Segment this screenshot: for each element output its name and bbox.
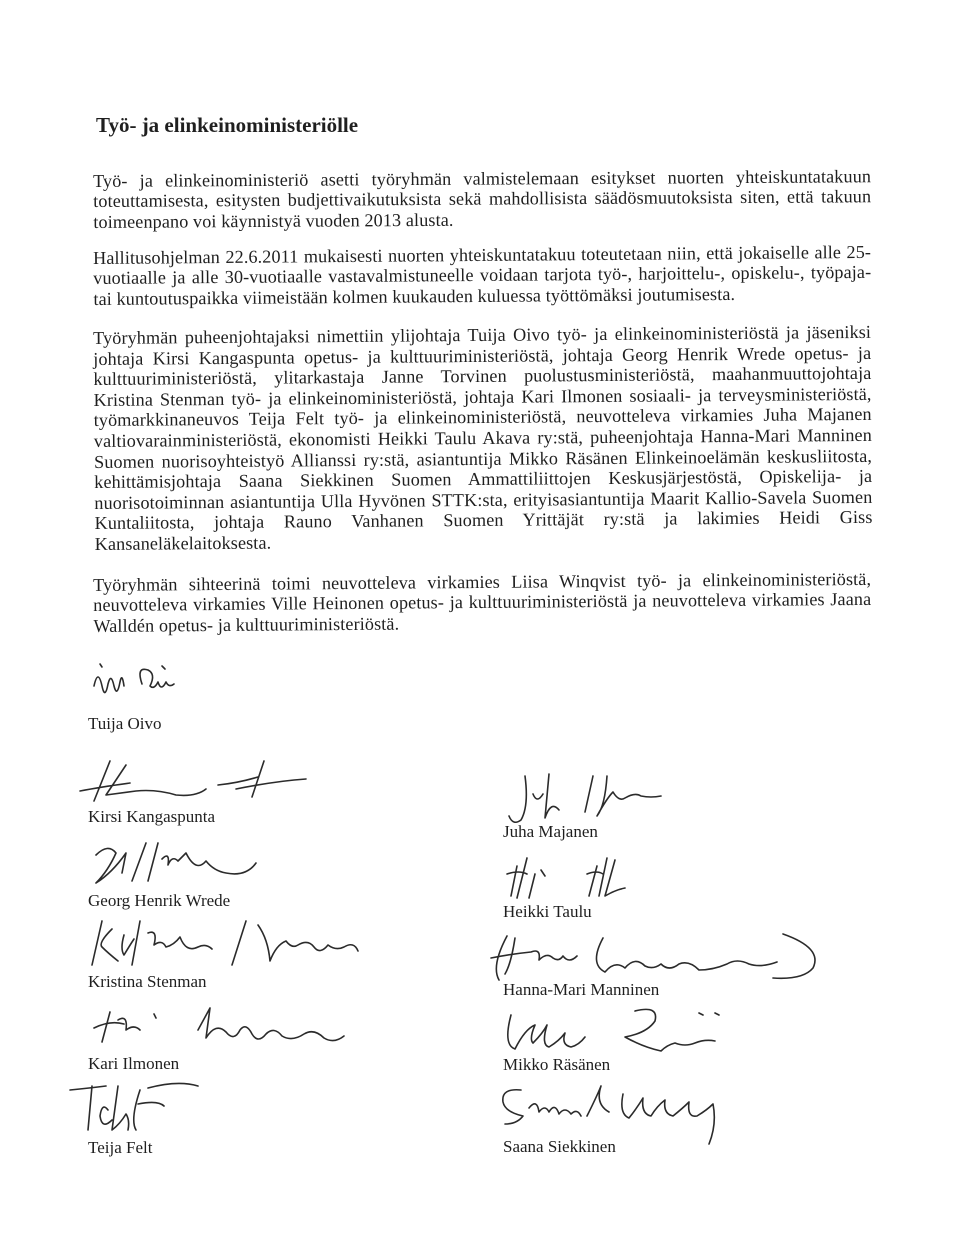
handwritten-signature-hanna-mari-manninen [483,928,843,988]
signer-name-kari-ilmonen: Kari Ilmonen [88,1054,180,1073]
paragraph-government-programme: Hallitusohjelman 22.6.2011 mukaisesti nuorten yhteiskuntatakuu toteutetaan niin, että jokaiselle alle 25-vuotiaalle ja alle 30-vuotiaalle vastavalmistuneelle voidaan tarjota työ-, harjoittelu-, opiskelu-, työpaja- tai kuntoutuspaikka viimeistään kolmen kuukauden kuluessa työttömäksi joutumisesta. [93,241,872,309]
signer-name-mikko-rasanen: Mikko Räsänen [503,1055,611,1074]
handwritten-signature-teija-felt [68,1080,208,1140]
signer-name-kristina-stenman: Kristina Stenman [88,972,207,991]
handwritten-signature-kirsi-kangaspunta [68,755,308,805]
paragraph-secretaries: Työryhmän sihteerinä toimi neuvotteleva virkamies Liisa Winqvist työ- ja elinkeinoministeriöstä, neuvotteleva virkamies Ville Heinonen opetus- ja kulttuuriministeriöstä ja neuvotteleva virkamies Jaana Walldén opetus- ja kulttuuriministeriöstä. [93,568,872,636]
handwritten-signature-georg-henrik-wrede [88,835,288,895]
paragraph-assignment: Työ- ja elinkeinoministeriö asetti työryhmän valmistelemaan esitykset nuorten yhteiskuntatakuun toteuttamisesta, esitysten budjettivaikutuksista sekä mahdollisista säädösmuutoksista siten, että takuun toimeenpano voi käynnistyä vuoden 2013 alusta. [93,166,872,232]
handwritten-signature-kari-ilmonen [88,1000,408,1050]
signer-name-georg-henrik-wrede: Georg Henrik Wrede [88,891,231,910]
handwritten-signature-juha-majanen [503,770,703,830]
signer-name-kirsi-kangaspunta: Kirsi Kangaspunta [88,807,216,826]
handwritten-signature-heikki-taulu [503,852,663,902]
paragraph-working-group-members: Työryhmän puheenjohtajaksi nimettiin ylijohtaja Tuija Oivo työ- ja elinkeinoministeriöstä ja jäseniksi johtaja Kirsi Kangaspunta opetus- ja kulttuuriministeriöstä, johtaja Georg Henrik Wrede opetus- ja kulttuuriministeriöstä, ylitarkastaja Janne Torvinen puolustusministeriöstä, maahanmuuttojohtaja Kristina Stenman työ- ja elinkeinoministeriöstä, johtaja Kari Ilmonen sosiaali- ja terveysministeriöstä, työmarkkinaneuvos Teija Felt työ- ja elinkeinoministeriöstä, neuvotteleva virkamies Juha Majanen valtiovarainministeriöstä, ekonomisti Heikki Taulu Akava ry:stä, puheenjohtaja Hanna-Mari Manninen Suomen nuorisoyhteistyö Allianssi ry:stä, asiantuntija Mikko Räsänen Elinkeinoelämän keskusliitosta, kehittämisjohtaja Saana Siekkinen Suomen Ammattiliittojen Keskusjärjestöstä, Opiskelija- ja nuorisotoiminnan asiantuntija Ulla Hyvönen STTK:sta, erityisasiantuntija Maarit Kallio-Savela Suomen Kuntaliitosta, johtaja Rauno Vanhanen Suomen Yrittäjät ry:stä ja lakimies Heidi Giss Kansaneläkelaitoksesta. [93,321,873,554]
handwritten-signature-kristina-stenman [88,915,368,975]
signer-name-juha-majanen: Juha Majanen [503,822,598,841]
signer-name-heikki-taulu: Heikki Taulu [503,902,592,921]
signer-name-tuija-oivo: Tuija Oivo [88,714,162,733]
signer-name-teija-felt: Teija Felt [88,1138,153,1157]
signer-name-hanna-mari-manninen: Hanna-Mari Manninen [503,980,660,999]
signer-name-saana-siekkinen: Saana Siekkinen [503,1137,616,1156]
handwritten-signature-mikko-rasanen [503,1005,783,1055]
handwritten-signature-tuija-oivo [88,660,208,710]
document-title: Työ- ja elinkeinoministeriölle [96,113,359,137]
